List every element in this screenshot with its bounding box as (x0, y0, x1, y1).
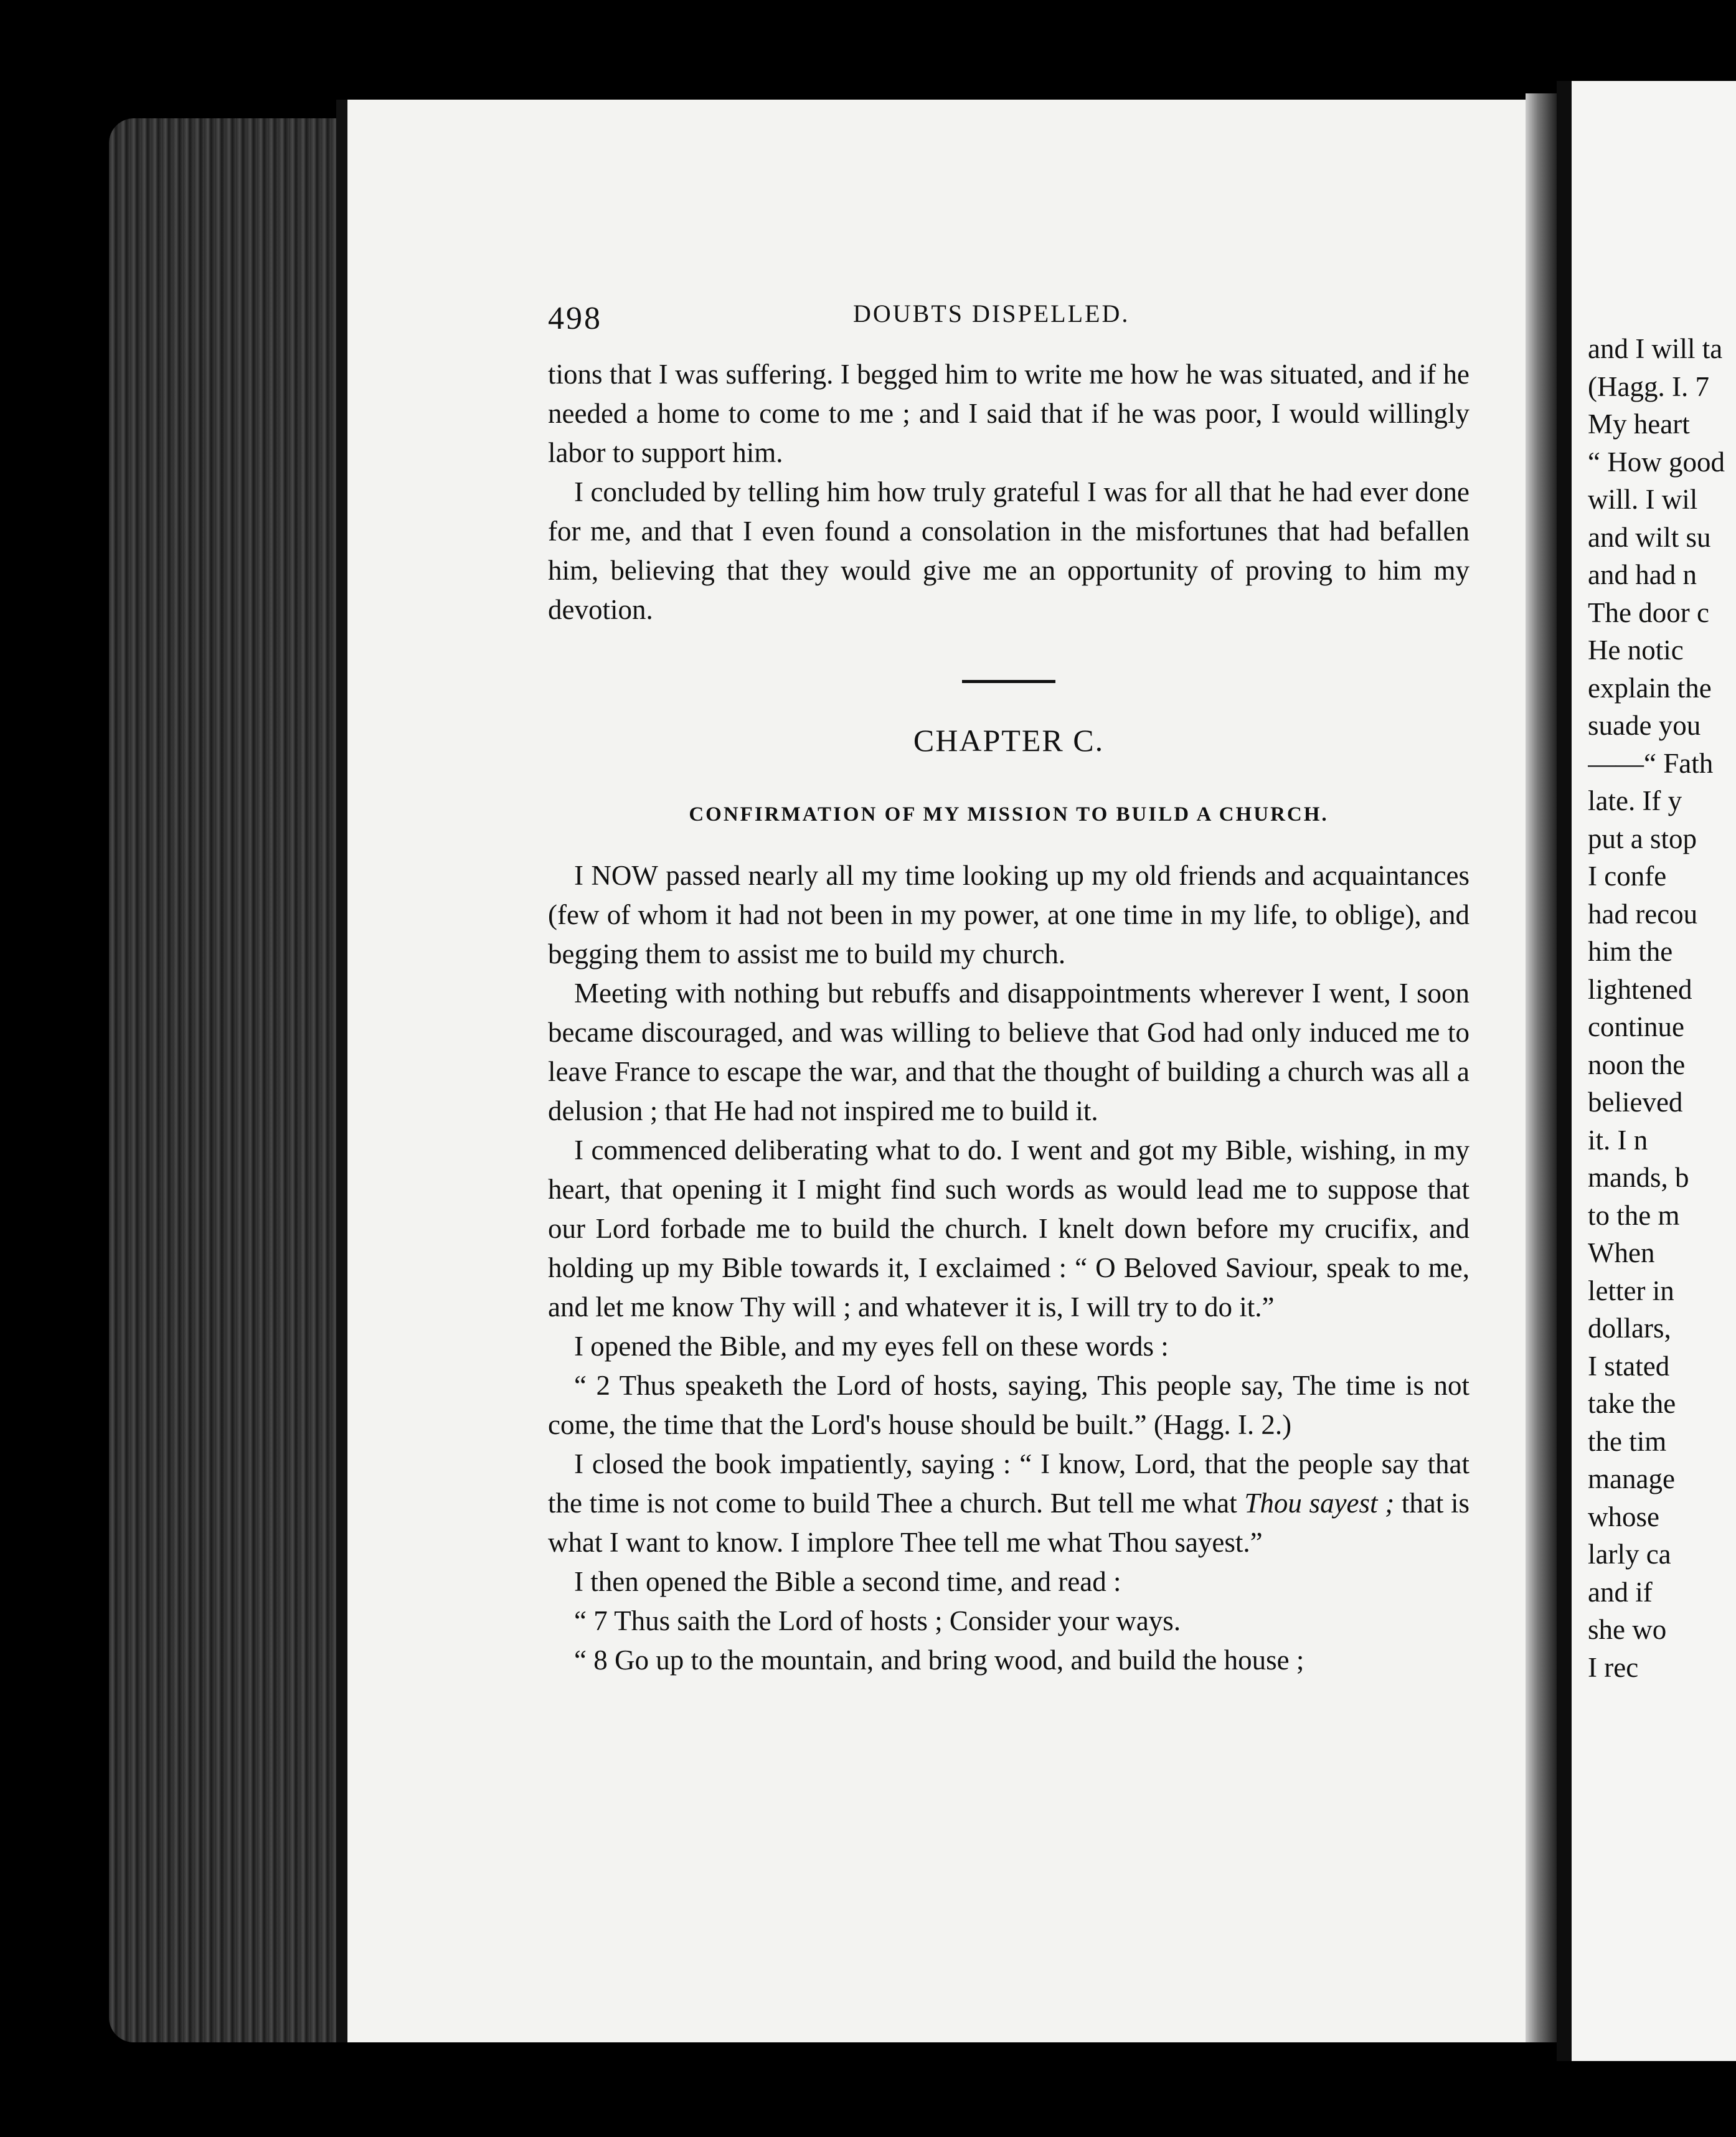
paragraph-part: I closed the book impatiently, saying : “ I know, Lord, that the people say that the time is not come to build Thee a church. But tell me what (548, 1448, 1469, 1519)
page-number: 498 (548, 301, 602, 336)
text-line: I stated (1588, 1350, 1670, 1382)
text-line: had recou (1588, 898, 1698, 930)
paragraph-part: that is what I want to know. I implore Thee tell me what Thou sayest.” (548, 1488, 1469, 1558)
paragraph: I opened the Bible, and my eyes fell on these words : (574, 1331, 1169, 1362)
text-line: explain the (1588, 672, 1712, 704)
paragraph-rest: passed nearly all my time looking up my old friends and acquaintances (few of whom it had not been in my power, at one time in my life, to oblige), and begging them to assist me to build my church. (548, 860, 1469, 969)
chapter-subtitle: CONFIRMATION OF MY MISSION TO BUILD A CHURCH. (689, 803, 1329, 826)
paragraph: I concluded by telling him how truly grateful I was for all that he had ever done for me, and that I even found a consolation in the misfortunes that had befallen him, believing that they would give me an opportunity of proving to him my devotion. (548, 476, 1469, 625)
small-caps-word: NOW (591, 860, 658, 891)
text-line: take the (1588, 1388, 1676, 1419)
paragraph: tions that I was suffering. I begged him to write me how he was situated, and if he needed a home to come to me ; and I said that if he was poor, I would willingly labor to support him. (548, 359, 1469, 468)
text-line: continue (1588, 1011, 1684, 1042)
paragraph: I commenced deliberating what to do. I went and got my Bible, wishing, in my heart, that opening it I might find such words as would lead me to suppose that our Lord forbade me to build the church. I knelt down before my crucifix, and holding up my Bible towards it, I exclaimed : “ O Beloved Saviour, speak to me, and let me know Thy will ; and whatever it is, I will try to do it.” (548, 1135, 1469, 1323)
scripture-quote: “ 7 Thus saith the Lord of hosts ; Consider your ways. (574, 1605, 1181, 1636)
emphasis: Thou sayest ; (1244, 1488, 1395, 1519)
book-edge (109, 118, 346, 2042)
running-head (548, 293, 1469, 336)
text-line: larly ca (1588, 1539, 1671, 1570)
text-line: When (1588, 1237, 1655, 1268)
text-line: she wo (1588, 1614, 1667, 1645)
text-line: dollars, (1588, 1313, 1671, 1344)
text-line: suade you (1588, 710, 1701, 741)
text-line: it. I n (1588, 1124, 1648, 1156)
text-line: My heart (1588, 408, 1690, 440)
text-line: whose (1588, 1501, 1659, 1532)
continuation-text (548, 355, 1469, 630)
paragraph-lead: I (574, 860, 592, 891)
text-line: the tim (1588, 1425, 1667, 1457)
scripture-quote: “ 8 Go up to the mountain, and bring wood, and build the house ; (574, 1644, 1304, 1676)
text-line: (Hagg. I. 7 (1588, 370, 1709, 402)
text-line: “ How good (1588, 446, 1725, 478)
text-line: ——“ Fath (1588, 747, 1714, 779)
text-line: believed (1588, 1087, 1683, 1118)
scripture-quote: “ 2 Thus speaketh the Lord of hosts, saying, This people say, The time is not come, the time that the Lord's house should be built.” (Hagg. I. 2.) (548, 1370, 1469, 1440)
text-line: The door c (1588, 597, 1709, 628)
text-line: lightened (1588, 973, 1692, 1005)
book-gutter (1526, 93, 1557, 2042)
paragraph (548, 856, 1469, 974)
text-line: noon the (1588, 1049, 1686, 1080)
paragraph: I then opened the Bible a second time, and read : (574, 1566, 1121, 1597)
text-line: and if (1588, 1576, 1653, 1608)
right-page-text (1588, 330, 1736, 1686)
text-line: and I will ta (1588, 333, 1723, 364)
chapter-body (548, 856, 1469, 1680)
text-line: will. I wil (1588, 484, 1698, 515)
text-line: late. If y (1588, 785, 1682, 816)
text-line: letter in (1588, 1275, 1674, 1306)
paragraph (548, 1445, 1469, 1562)
text-line: to the m (1588, 1199, 1680, 1231)
paragraph: Meeting with nothing but rebuffs and disappointments wherever I went, I soon became discouraged, and was willing to believe that God had only induced me to leave France to escape the war, and that the thought of building a church was all a delusion ; that He had not inspired me to build it. (548, 978, 1469, 1126)
text-line: I rec (1588, 1651, 1639, 1683)
text-line: manage (1588, 1463, 1675, 1494)
text-line: mands, b (1588, 1162, 1689, 1193)
section-rule (962, 680, 1055, 683)
text-line: He notic (1588, 634, 1684, 666)
text-line: I confe (1588, 861, 1667, 892)
text-line: put a stop (1588, 823, 1697, 854)
text-line: and had n (1588, 559, 1697, 590)
text-line: and wilt su (1588, 521, 1711, 553)
chapter-title: CHAPTER C. (913, 723, 1105, 758)
text-line: him the (1588, 936, 1673, 967)
running-title: DOUBTS DISPELLED. (853, 300, 1130, 328)
